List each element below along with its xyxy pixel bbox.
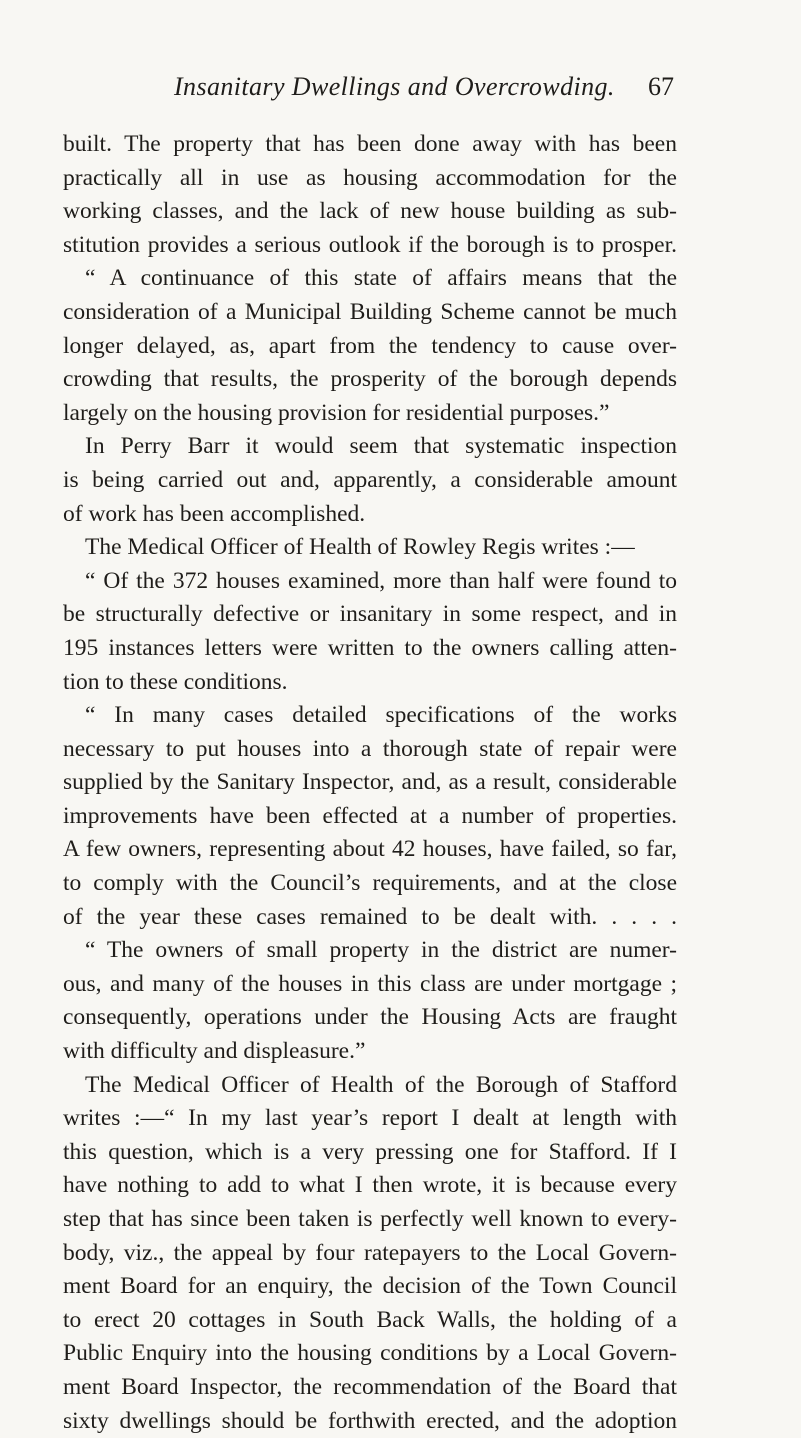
text-line: The Medical Officer of Health of the Borough of Stafford [85,1071,677,1098]
text-line: be structurally defective or insanitary in some respect, and in [63,601,677,628]
text-line: ous, and many of the houses in this class are under mortgage ; [63,970,677,997]
text-line: The Medical Officer of Health of Rowley Regis writes :— [85,534,635,561]
text-line: A few owners, representing about 42 houses, have failed, so far, [63,836,677,863]
text-line: stitution provides a serious outlook if the borough is to prosper. [63,231,677,258]
text-line: to erect 20 cottages in South Back Walls, the holding of a [63,1306,677,1333]
body-text [63,128,677,1438]
text-line: “ In many cases detailed specifications of the works [85,702,677,729]
text-line: 195 instances letters were written to the owners calling atten- [63,634,677,661]
text-line: supplied by the Sanitary Inspector, and, as a result, considerable [63,769,677,796]
text-line: “ The owners of small property in the district are numer- [85,937,677,964]
text-line: practically all in use as housing accommodation for the [63,164,677,191]
text-line: is being carried out and, apparently, a considerable amount [63,466,677,493]
text-line: of work has been accomplished. [63,500,366,527]
text-line: “ A continuance of this state of affairs means that the [85,265,677,292]
text-line: ment Board Inspector, the recommendation of the Board that [63,1373,677,1400]
text-line: working classes, and the lack of new house building as sub- [63,198,677,225]
text-line: ment Board for an enquiry, the decision of the Town Council [63,1273,677,1300]
text-line: crowding that results, the prosperity of the borough depends [63,366,677,393]
running-head [0,72,801,112]
text-line: Public Enquiry into the housing conditions by a Local Govern- [63,1340,677,1367]
text-line: consequently, operations under the Housing Acts are fraught [63,1004,677,1031]
text-line: have nothing to add to what I then wrote, it is because every [63,1172,677,1199]
text-line: necessary to put houses into a thorough state of repair were [63,735,677,762]
text-line: to comply with the Council’s requirements, and at the close [63,870,677,897]
text-line: In Perry Barr it would seem that systematic inspection [85,433,677,460]
text-line: improvements have been effected at a number of properties. [63,802,677,829]
text-line: body, viz., the appeal by four ratepayers to the Local Govern- [63,1239,677,1266]
text-line: largely on the housing provision for residential purposes.” [63,399,610,426]
text-line: this question, which is a very pressing one for Stafford. If I [63,1138,677,1165]
text-line: built. The property that has been done away with has been [63,131,677,157]
text-line: of the year these cases remained to be dealt with. . . . . [63,903,677,930]
page-number: 67 [648,72,674,101]
text-line: longer delayed, as, apart from the tendency to cause over- [63,332,677,359]
text-line: with difficulty and displeasure.” [63,1038,366,1065]
text-line: “ Of the 372 houses examined, more than half were found to [85,567,677,594]
text-line: consideration of a Municipal Building Scheme cannot be much [63,298,677,325]
text-line: step that has since been taken is perfectly well known to every- [63,1206,677,1232]
text-line: tion to these conditions. [63,668,288,695]
text-line: sixty dwellings should be forthwith erected, and the adoption [63,1407,677,1434]
text-line: writes :—“ In my last year’s report I dealt at length with [63,1105,677,1132]
running-head-title: Insanitary Dwellings and Overcrowding. [174,72,615,101]
